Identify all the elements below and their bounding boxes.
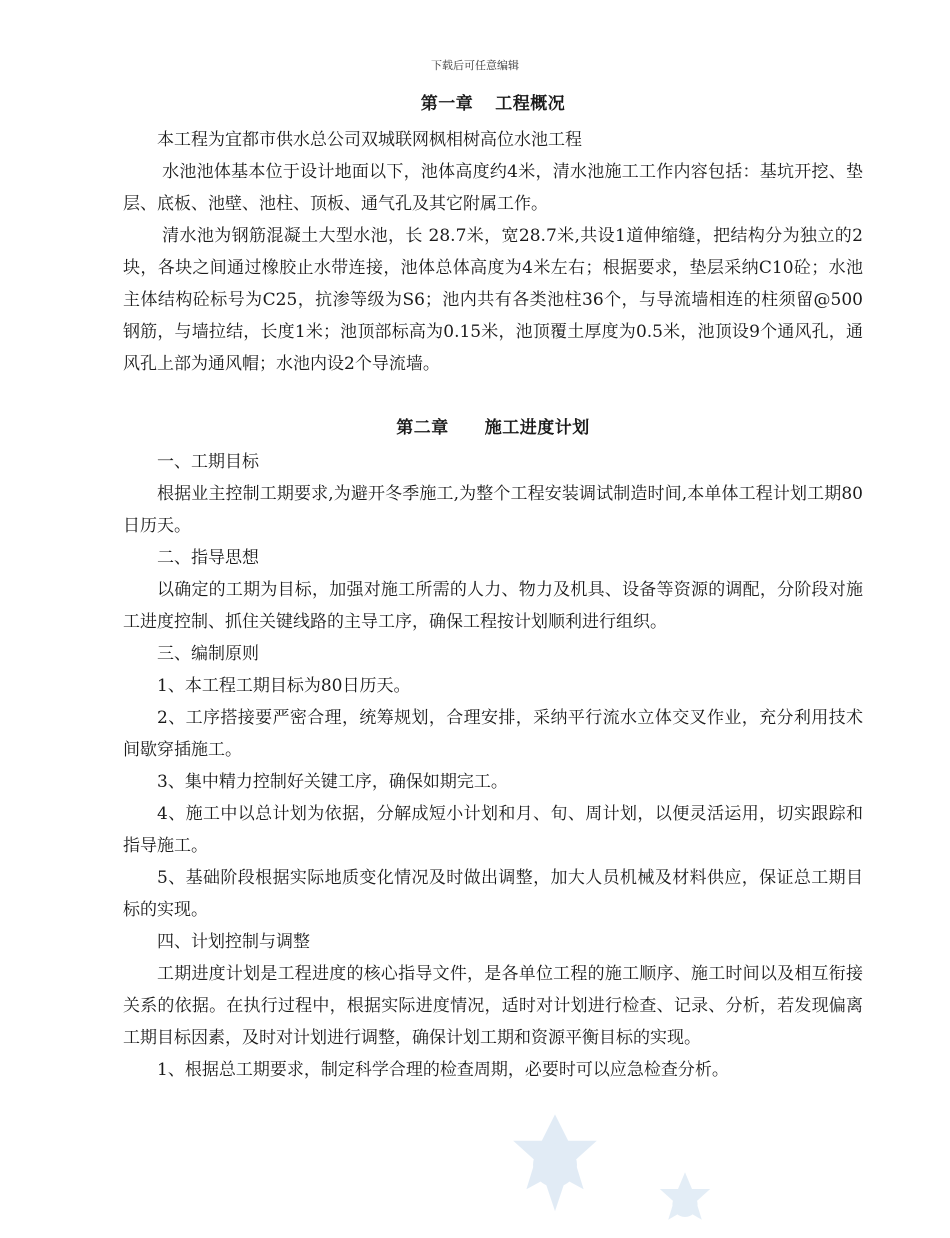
document-body — [123, 88, 863, 1086]
list-item: 4、施工中以总计划为依据，分解成短小计划和月、旬、周计划，以便灵活运用，切实跟踪和指导施工。 — [123, 804, 863, 856]
section-heading: 二、指导思想 — [157, 548, 259, 568]
chapter-1-number: 第一章 — [420, 94, 474, 114]
list-item: 3、集中精力控制好关键工序，确保如期完工。 — [157, 772, 508, 792]
header-note: 下载后可任意编辑 — [431, 59, 519, 72]
chapter-2-name: 施工进度计划 — [484, 418, 590, 438]
ch2-paragraph: 根据业主控制工期要求,为避开冬季施工,为整个工程安装调试制造时间,本单体工程计划工期80日历天。 — [123, 484, 863, 536]
section-heading: 一、工期目标 — [157, 452, 259, 472]
chapter-2-title — [123, 410, 863, 446]
section-heading: 三、编制原则 — [157, 644, 259, 664]
ch2-paragraph: 以确定的工期为目标，加强对施工所需的人力、物力及机具、设备等资源的调配，分阶段对施工进度控制、抓住关键线路的主导工序，确保工程按计划顺利进行组织。 — [123, 580, 863, 632]
watermark-snowflake-icon — [500, 1110, 610, 1220]
chapter-1-name: 工程概况 — [495, 94, 566, 114]
list-item: 2、工序搭接要严密合理，统筹规划，合理安排，采纳平行流水立体交叉作业，充分利用技术间歇穿插施工。 — [123, 708, 863, 760]
list-item: 1、根据总工期要求，制定科学合理的检查周期，必要时可以应急检查分析。 — [157, 1060, 729, 1080]
ch2-paragraph: 工期进度计划是工程进度的核心指导文件，是各单位工程的施工顺序、施工时间以及相互衔接关系的依据。在执行过程中，根据实际进度情况，适时对计划进行检查、记录、分析，若发现偏离工期目标因素，及时对计划进行调整，确保计划工期和资源平衡目标的实现。 — [123, 964, 863, 1048]
watermark-snowflake-small-icon — [650, 1168, 720, 1238]
ch1-paragraph: 清水池为钢筋混凝土大型水池，长 28.7米，宽28.7米,共设1道伸缩缝，把结构分为独立的2块，各块之间通过橡胶止水带连接，池体总体高度为4米左右；根据要求，垫层采纳C10砼；水池主体结构砼标号为C25，抗渗等级为S6；池内共有各类池柱36个，与导流墙相连的柱须留@500钢筋，与墙拉结，长度1米；池顶部标高为0.15米，池顶覆土厚度为0.5米，池顶设9个通风孔，通风孔上部为通风帽；水池内设2个导流墙。 — [123, 226, 863, 374]
section-heading: 四、计划控制与调整 — [157, 932, 310, 952]
list-item: 5、基础阶段根据实际地质变化情况及时做出调整，加大人员机械及材料供应，保证总工期目标的实现。 — [123, 868, 863, 920]
chapter-2-number: 第二章 — [396, 418, 449, 438]
ch1-paragraph: 水池池体基本位于设计地面以下，池体高度约4米，清水池施工工作内容包括：基坑开挖、垫层、底板、池壁、池柱、顶板、通气孔及其它附属工作。 — [123, 162, 863, 214]
list-item: 1、本工程工期目标为80日历天。 — [157, 676, 411, 696]
ch1-paragraph: 本工程为宜都市供水总公司双城联网枫相树高位水池工程 — [157, 130, 582, 150]
chapter-1-title — [123, 88, 863, 124]
